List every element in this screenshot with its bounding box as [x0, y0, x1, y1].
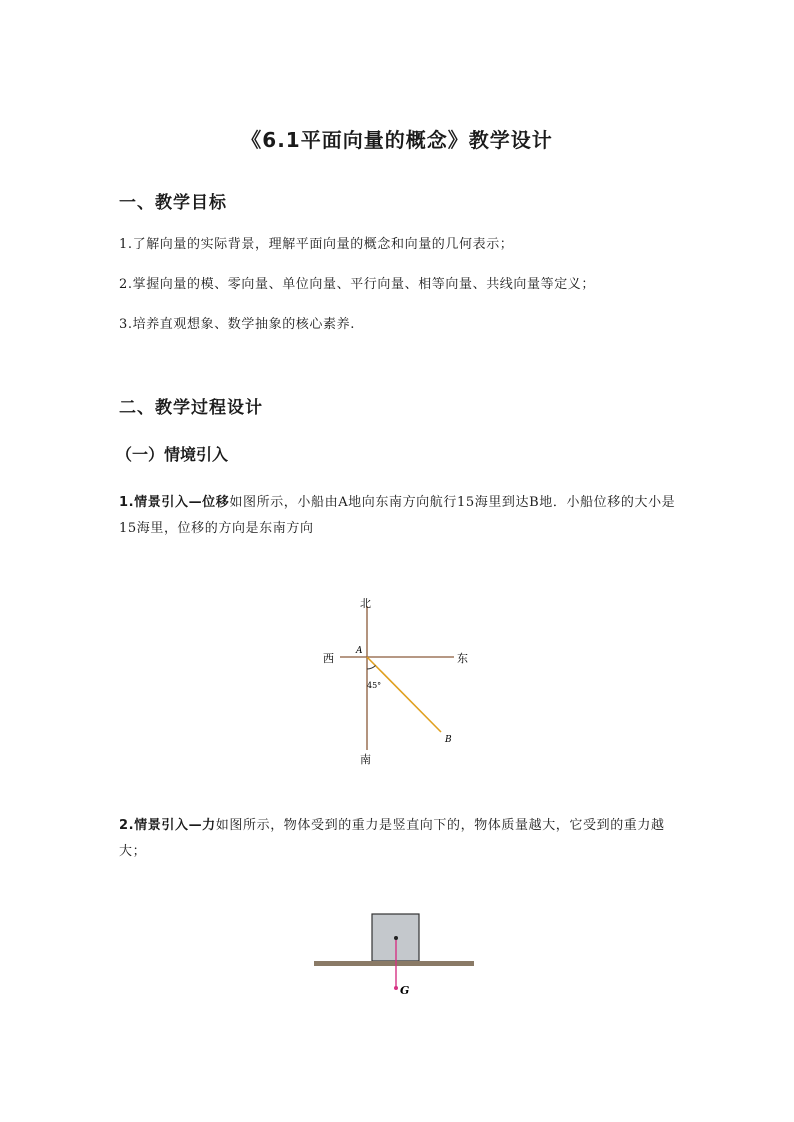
section-heading-objectives: 一、教学目标: [119, 193, 227, 213]
section-heading-process: 二、教学过程设计: [119, 398, 263, 418]
paragraph-text: 如图所示，物体受到的重力是竖直向下的，物体质量越大，它受到的重力越大；: [119, 818, 665, 859]
angle-arc: [367, 666, 376, 670]
document-title: 《6.1平面向量的概念》教学设计: [241, 128, 553, 152]
west-label: 西: [323, 652, 334, 665]
center-of-mass-dot: [394, 936, 398, 940]
south-label: 南: [360, 753, 371, 766]
point-a-label: A: [356, 646, 363, 656]
paragraph-lead: 1.情景引入—位移: [119, 495, 230, 510]
subsection-heading-intro: （一）情境引入: [116, 445, 229, 464]
displacement-vector-ab: [367, 657, 441, 732]
objective-item-3: 3.培养直观想象、数学抽象的核心素养.: [119, 317, 355, 332]
paragraph-displacement: [119, 490, 679, 542]
objective-item-2: 2.掌握向量的模、零向量、单位向量、平行向量、相等向量、共线向量等定义；: [119, 277, 596, 292]
angle-label: 45°: [367, 681, 382, 690]
paragraph-lead: 2.情景引入—力: [119, 818, 216, 833]
objective-item-1: 1.了解向量的实际背景，理解平面向量的概念和向量的几何表示；: [119, 237, 514, 252]
vector-end-dot: [394, 986, 398, 990]
east-label: 东: [457, 652, 468, 665]
north-label: 北: [360, 597, 371, 610]
ground-surface: [314, 961, 474, 966]
displacement-diagram: [300, 592, 500, 772]
paragraph-force: [119, 813, 679, 865]
gravity-diagram: [310, 908, 480, 1000]
gravity-label: G: [400, 984, 410, 997]
point-b-label: B: [445, 735, 452, 745]
paragraph-text: 如图所示，小船由A地向东南方向航行15海里到达B地．小船位移的大小是15海里，位移的方向是东南方向: [119, 495, 676, 536]
